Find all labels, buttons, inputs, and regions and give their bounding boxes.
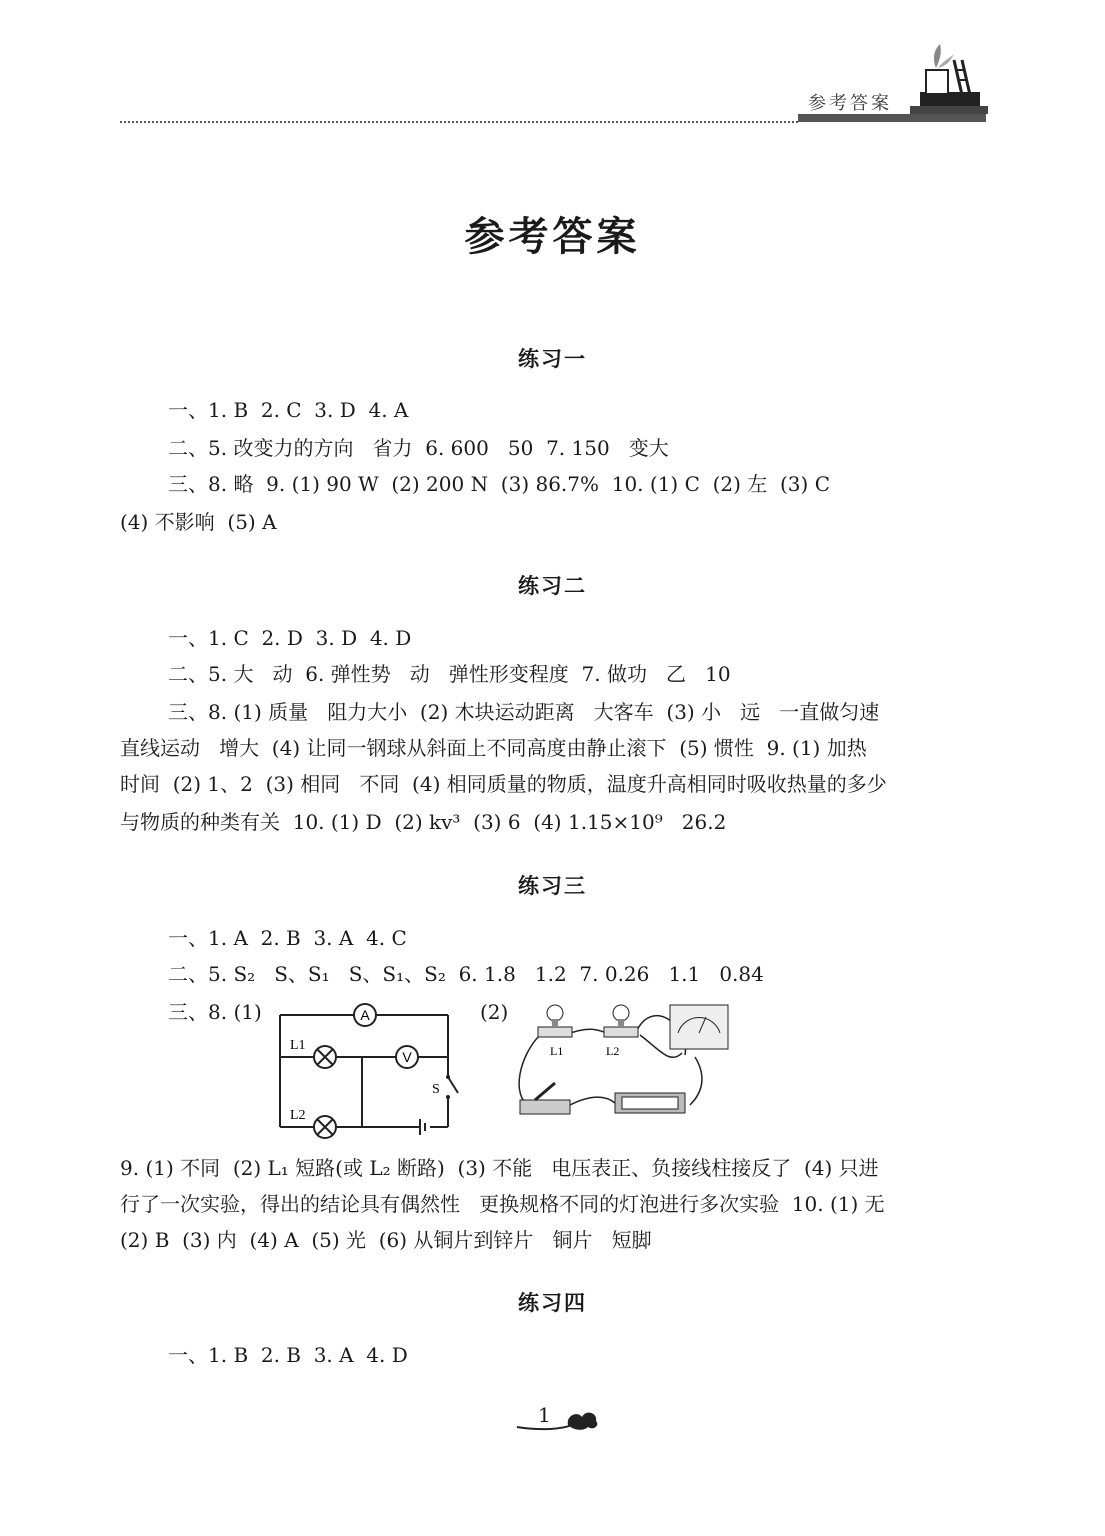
switch-label: S [432, 1082, 440, 1097]
answer-line: 直线运动 增大 (4) 让同一钢球从斜面上不同高度由静止滚下 (5) 惯性 9. (1) 加热 [120, 736, 867, 760]
answer-line: (4) 不影响 (5) A [120, 510, 277, 534]
ammeter-label: A [360, 1007, 370, 1023]
answer-line: 一、1. B 2. B 3. A 4. D [168, 1343, 408, 1367]
answer-line: 二、5. S₂ S、S₁ S、S₁、S₂ 6. 1.8 1.2 7. 0.26 1.1 0.84 [168, 962, 764, 986]
answer-line: 行了一次实验，得出的结论具有偶然性 更换规格不同的灯泡进行多次实验 10. (1) 无 [120, 1192, 885, 1216]
book-ladder-icon [900, 40, 990, 118]
header-label: 参考答案 [808, 93, 892, 114]
header-bar [798, 114, 986, 122]
answer-line: 9. (1) 不同 (2) L₁ 短路(或 L₂ 断路) (3) 不能 电压表正、负接线柱接反了 (4) 只进 [120, 1156, 879, 1180]
answer-line: 与物质的种类有关 10. (1) D (2) kv³ (3) 6 (4) 1.15×10⁹ 26.2 [120, 810, 727, 834]
header-dotted-rule [120, 121, 798, 123]
lamp2-label: L2 [290, 1108, 306, 1123]
answer-line: 一、1. C 2. D 3. D 4. D [168, 626, 412, 650]
answer-line: 三、8. 略 9. (1) 90 W (2) 200 N (3) 86.7% 10. (1) C (2) 左 (3) C [168, 472, 830, 496]
answer-line: 一、1. B 2. C 3. D 4. A [168, 398, 409, 422]
page-number: 1 [538, 1403, 551, 1427]
section-title-4: 练习四 [518, 1290, 587, 1315]
answer-line: 三、8. (1) [168, 1000, 262, 1024]
answer-line: 二、5. 大 动 6. 弹性势 动 弹性形变程度 7. 做功 乙 10 [168, 662, 731, 686]
circuit-diagram [270, 995, 460, 1145]
answer-line: (2) [480, 1000, 509, 1024]
answer-line: 三、8. (1) 质量 阻力大小 (2) 木块运动距离 大客车 (3) 小 远 一直做匀速 [168, 700, 880, 724]
photo-lamp2-label: L2 [606, 1044, 620, 1058]
voltmeter-label: V [402, 1049, 412, 1065]
circuit-photo-illustration [510, 995, 740, 1130]
page-title: 参考答案 [464, 213, 641, 260]
cloud-ornament-icon [512, 1405, 602, 1435]
answer-line: 二、5. 改变力的方向 省力 6. 600 50 7. 150 变大 [168, 436, 669, 460]
photo-lamp1-label: L1 [550, 1044, 564, 1058]
lamp1-label: L1 [290, 1038, 306, 1053]
answer-line: 时间 (2) 1、2 (3) 相同 不同 (4) 相同质量的物质，温度升高相同时吸收热量的多少 [120, 772, 887, 796]
section-title-1: 练习一 [518, 346, 587, 371]
answer-line: 一、1. A 2. B 3. A 4. C [168, 926, 407, 950]
section-title-3: 练习三 [518, 873, 587, 898]
answer-line: (2) B (3) 内 (4) A (5) 光 (6) 从铜片到锌片 铜片 短脚 [120, 1228, 652, 1252]
section-title-2: 练习二 [518, 573, 587, 598]
